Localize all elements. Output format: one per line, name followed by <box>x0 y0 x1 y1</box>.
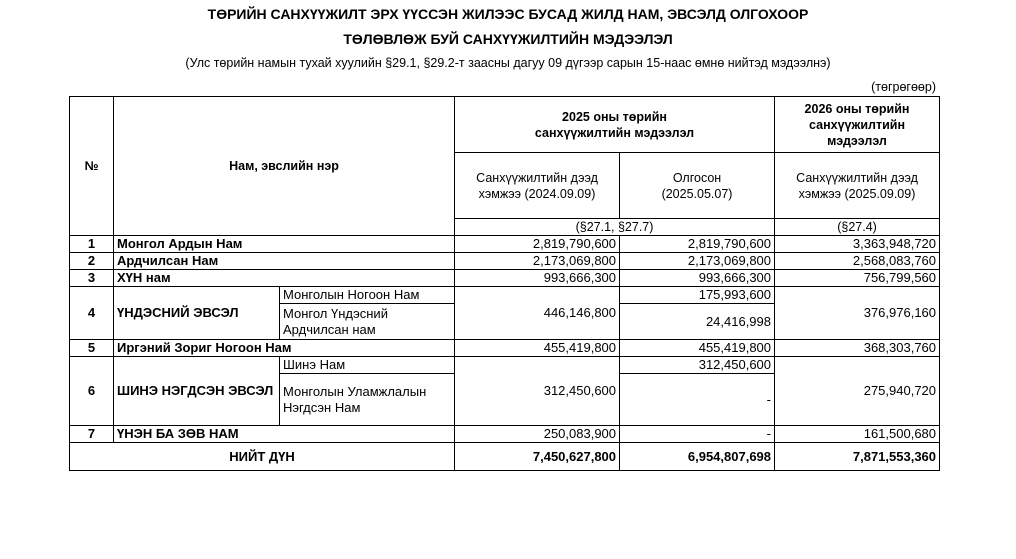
paid-2025-value: 24,416,998 <box>620 304 775 340</box>
member-party-name: Монголын Уламжлалын Нэгдсэн Нам <box>280 374 455 426</box>
limit-2025-value: 455,419,800 <box>455 340 620 357</box>
report-title-line2: ТӨЛӨВЛӨЖ БУЙ САНХҮҮЖИЛТИЙН МЭДЭЭЛЭЛ <box>343 31 673 47</box>
limit-2026-value: 161,500,680 <box>775 426 940 443</box>
coalition-name: ҮНДЭСНИЙ ЭВСЭЛ <box>114 287 280 340</box>
row-number: 7 <box>70 426 114 443</box>
total-limit-2025: 7,450,627,800 <box>455 443 620 471</box>
table-row <box>70 340 940 357</box>
limit-2026-value: 756,799,560 <box>775 270 940 287</box>
col-header-limit-2026: Санхүүжилтийн дээд хэмжээ (2025.09.09) <box>775 153 940 219</box>
paid-2025-value: 2,819,790,600 <box>620 236 775 253</box>
party-name: Монгол Ардын Нам <box>114 236 455 253</box>
row-number: 6 <box>70 357 114 426</box>
paid-2025-value: 312,450,600 <box>620 357 775 374</box>
total-label: НИЙТ ДҮН <box>70 443 455 471</box>
legal-ref-2025: (§27.1, §27.7) <box>455 219 775 236</box>
table-row <box>70 357 940 374</box>
col-header-party-name: Нам, эвслийн нэр <box>114 97 455 236</box>
party-name: Иргэний Зориг Ногоон Нам <box>114 340 455 357</box>
paid-2025-value: - <box>620 426 775 443</box>
limit-2025-value: 250,083,900 <box>455 426 620 443</box>
limit-2025-value: 446,146,800 <box>455 287 620 340</box>
row-number: 3 <box>70 270 114 287</box>
currency-unit: (төгрөгөөр) <box>871 80 936 94</box>
total-row <box>70 443 940 471</box>
member-party-name: Монголын Ногоон Нам <box>280 287 455 304</box>
legal-ref-2026: (§27.4) <box>775 219 940 236</box>
party-name: ХҮН нам <box>114 270 455 287</box>
total-limit-2026: 7,871,553,360 <box>775 443 940 471</box>
limit-2026-value: 368,303,760 <box>775 340 940 357</box>
table-row <box>70 236 940 253</box>
limit-2026-value: 275,940,720 <box>775 357 940 426</box>
row-number: 5 <box>70 340 114 357</box>
limit-2025-value: 2,173,069,800 <box>455 253 620 270</box>
row-number: 4 <box>70 287 114 340</box>
limit-2026-value: 376,976,160 <box>775 287 940 340</box>
legal-note: (Улс төрийн намын тухай хуулийн §29.1, §29.2-т заасны дагуу 09 дүгээр сарын 15-наас өмнө нийтэд мэдээлнэ) <box>185 56 831 70</box>
col-header-paid-2025: Олгосон (2025.05.07) <box>620 153 775 219</box>
paid-2025-value: 2,173,069,800 <box>620 253 775 270</box>
col-header-number: № <box>70 97 114 236</box>
col-group-2026: 2026 оны төрийн санхүүжилтийн мэдээлэл <box>775 97 940 153</box>
member-party-name: Шинэ Нам <box>280 357 455 374</box>
report-title-line1: ТӨРИЙН САНХҮҮЖИЛТ ЭРХ ҮҮССЭН ЖИЛЭЭС БУСАД ЖИЛД НАМ, ЭВСЭЛД ОЛГОХООР <box>207 6 809 22</box>
limit-2026-value: 3,363,948,720 <box>775 236 940 253</box>
limit-2025-value: 2,819,790,600 <box>455 236 620 253</box>
table-row <box>70 426 940 443</box>
funding-table <box>69 96 940 471</box>
total-paid-2025: 6,954,807,698 <box>620 443 775 471</box>
col-group-2025: 2025 оны төрийн санхүүжилтийн мэдээлэл <box>455 97 775 153</box>
row-number: 2 <box>70 253 114 270</box>
paid-2025-value: 455,419,800 <box>620 340 775 357</box>
row-number: 1 <box>70 236 114 253</box>
paid-2025-value: 175,993,600 <box>620 287 775 304</box>
col-header-limit-2025: Санхүүжилтийн дээд хэмжээ (2024.09.09) <box>455 153 620 219</box>
limit-2026-value: 2,568,083,760 <box>775 253 940 270</box>
limit-2025-value: 312,450,600 <box>455 357 620 426</box>
table-row <box>70 287 940 304</box>
coalition-name: ШИНЭ НЭГДСЭН ЭВСЭЛ <box>114 357 280 426</box>
table-row <box>70 253 940 270</box>
paid-2025-value: - <box>620 374 775 426</box>
paid-2025-value: 993,666,300 <box>620 270 775 287</box>
limit-2025-value: 993,666,300 <box>455 270 620 287</box>
party-name: ҮНЭН БА ЗӨВ НАМ <box>114 426 455 443</box>
party-name: Ардчилсан Нам <box>114 253 455 270</box>
member-party-name: Монгол Үндэсний Ардчилсан нам <box>280 304 455 340</box>
table-row <box>70 270 940 287</box>
